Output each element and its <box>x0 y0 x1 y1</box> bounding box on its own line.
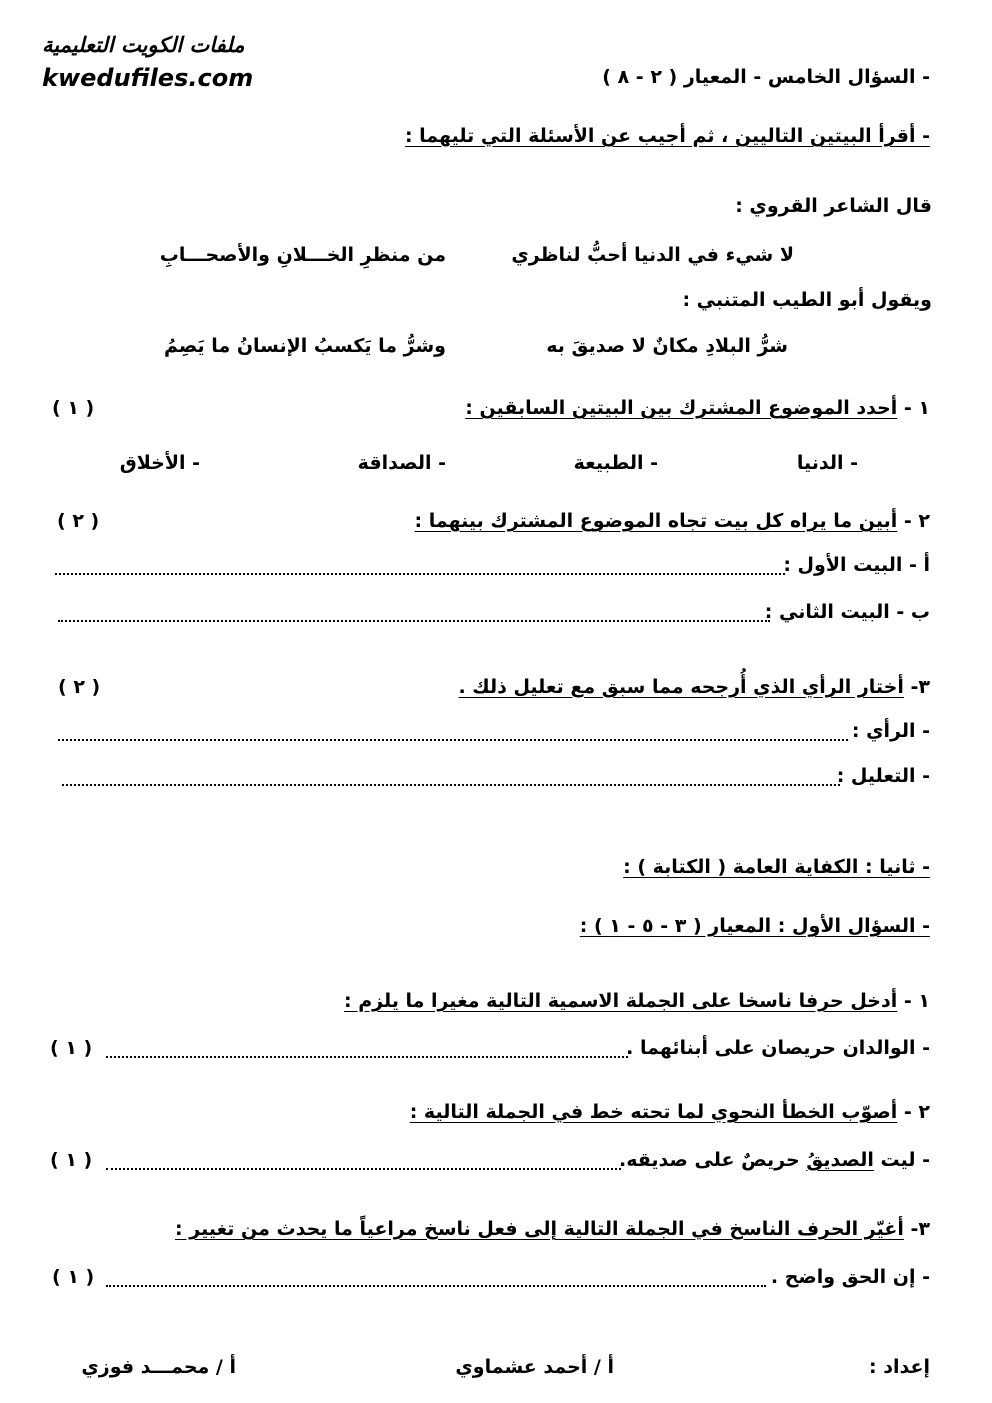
answer-line-second-verse[interactable] <box>58 620 770 622</box>
item-text: أختار الرأي الذي أُرجحه مما سبق مع تعليل ذلك . <box>458 676 904 698</box>
poet2-intro: ويقول أبو الطيب المتنبي : <box>682 289 932 311</box>
score-mark: ( ١ ) <box>50 1149 93 1171</box>
answer-line-first-verse[interactable] <box>55 573 785 575</box>
score-mark: ( ٢ ) <box>58 676 101 698</box>
q5-instruction: - أقرأ البيتين التاليين ، ثم أجيب عن الأسئلة التي تليهما : <box>404 125 930 147</box>
verse1-first-half: لا شيء في الدنيا أحبُّ لناظري <box>511 244 794 266</box>
s2-item2-sentence <box>619 1149 930 1171</box>
option-nature[interactable]: - الطبيعة <box>573 452 658 474</box>
q5-item1 <box>465 397 930 419</box>
verse2-first-half: شرُّ البلادِ مكانٌ لا صديقَ به <box>546 335 788 357</box>
item-text: أغيّر الحرف الناسخ في الجملة التالية إلى فعل ناسخ مراعياً ما يحدث من تغيير : <box>175 1218 904 1240</box>
item-text: أدخل حرفا ناسخا على الجملة الاسمية التالية مغيرا ما يلزم : <box>344 990 898 1012</box>
site-url: kwedufiles.com <box>42 64 254 92</box>
s2-item3 <box>175 1218 930 1240</box>
score-mark: ( ١ ) <box>50 1037 93 1059</box>
s2-item2 <box>410 1101 930 1123</box>
item-number: ٢ - <box>897 1101 930 1123</box>
poet1-intro: قال الشاعر القروي : <box>735 195 932 217</box>
s2-item3-sentence: - إن الحق واضح . <box>770 1266 930 1288</box>
q5-item2 <box>415 510 930 532</box>
underlined-word: الصديقُ <box>806 1149 874 1171</box>
site-name-arabic: ملفات الكويت التعليمية <box>42 32 245 57</box>
answer-line-s2-item2[interactable] <box>106 1168 621 1170</box>
score-mark: ( ١ ) <box>52 1266 95 1288</box>
sentence-end: حريصٌ على صديقه. <box>619 1149 807 1171</box>
author-ahmed: أ / أحمد عشماوي <box>455 1356 614 1378</box>
answer-line-opinion[interactable] <box>58 739 848 741</box>
item-text: أحدد الموضوع المشترك بين البيتين السابقين : <box>465 397 898 419</box>
item-number: ٣- <box>903 676 930 698</box>
opinion-label: - الرأي : <box>851 720 930 742</box>
answer-line-s2-item1[interactable] <box>106 1056 628 1058</box>
q5-item3 <box>458 676 930 698</box>
s2-item1-sentence: - الوالدان حريصان على أبنائهما . <box>626 1037 930 1059</box>
section2-q1-title: - السؤال الأول : المعيار ( ٣ - ٥ - ١ ) : <box>579 915 930 937</box>
answer-line-reason[interactable] <box>62 784 840 786</box>
option-friendship[interactable]: - الصداقة <box>357 452 446 474</box>
reason-label: - التعليل : <box>836 765 930 787</box>
verse1-second-half: من منظرِ الخـــلانِ والأصحـــابِ <box>159 244 446 266</box>
score-mark: ( ١ ) <box>52 397 95 419</box>
second-verse-label: ب - البيت الثاني : <box>764 601 930 623</box>
q5-title: - السؤال الخامس - المعيار ( ٢ - ٨ ) <box>602 66 930 88</box>
option-world[interactable]: - الدنيا <box>796 452 858 474</box>
s2-item1 <box>344 990 930 1012</box>
author-mohamed: أ / محمـــد فوزي <box>81 1356 236 1378</box>
item-text: أبين ما يراه كل بيت تجاه الموضوع المشترك بينهما : <box>414 510 898 532</box>
sentence-start: - ليت <box>873 1149 930 1171</box>
item-number: ٣- <box>903 1218 930 1240</box>
score-mark: ( ٢ ) <box>57 510 100 532</box>
option-ethics[interactable]: - الأخلاق <box>119 452 200 474</box>
item-text: أصوّب الخطأ النحوي لما تحته خط في الجملة التالية : <box>409 1101 898 1123</box>
item-number: ١ - <box>897 397 930 419</box>
verse2-second-half: وشرُّ ما يَكسبُ الإنسانُ ما يَصِمُ <box>163 335 446 357</box>
section2-title: - ثانيا : الكفاية العامة ( الكتابة ) : <box>623 856 930 878</box>
first-verse-label: أ - البيت الأول : <box>783 554 930 576</box>
item-number: ١ - <box>897 990 930 1012</box>
item-number: ٢ - <box>897 510 930 532</box>
prepared-by-label: إعداد : <box>869 1356 930 1378</box>
answer-line-s2-item3[interactable] <box>106 1285 766 1287</box>
